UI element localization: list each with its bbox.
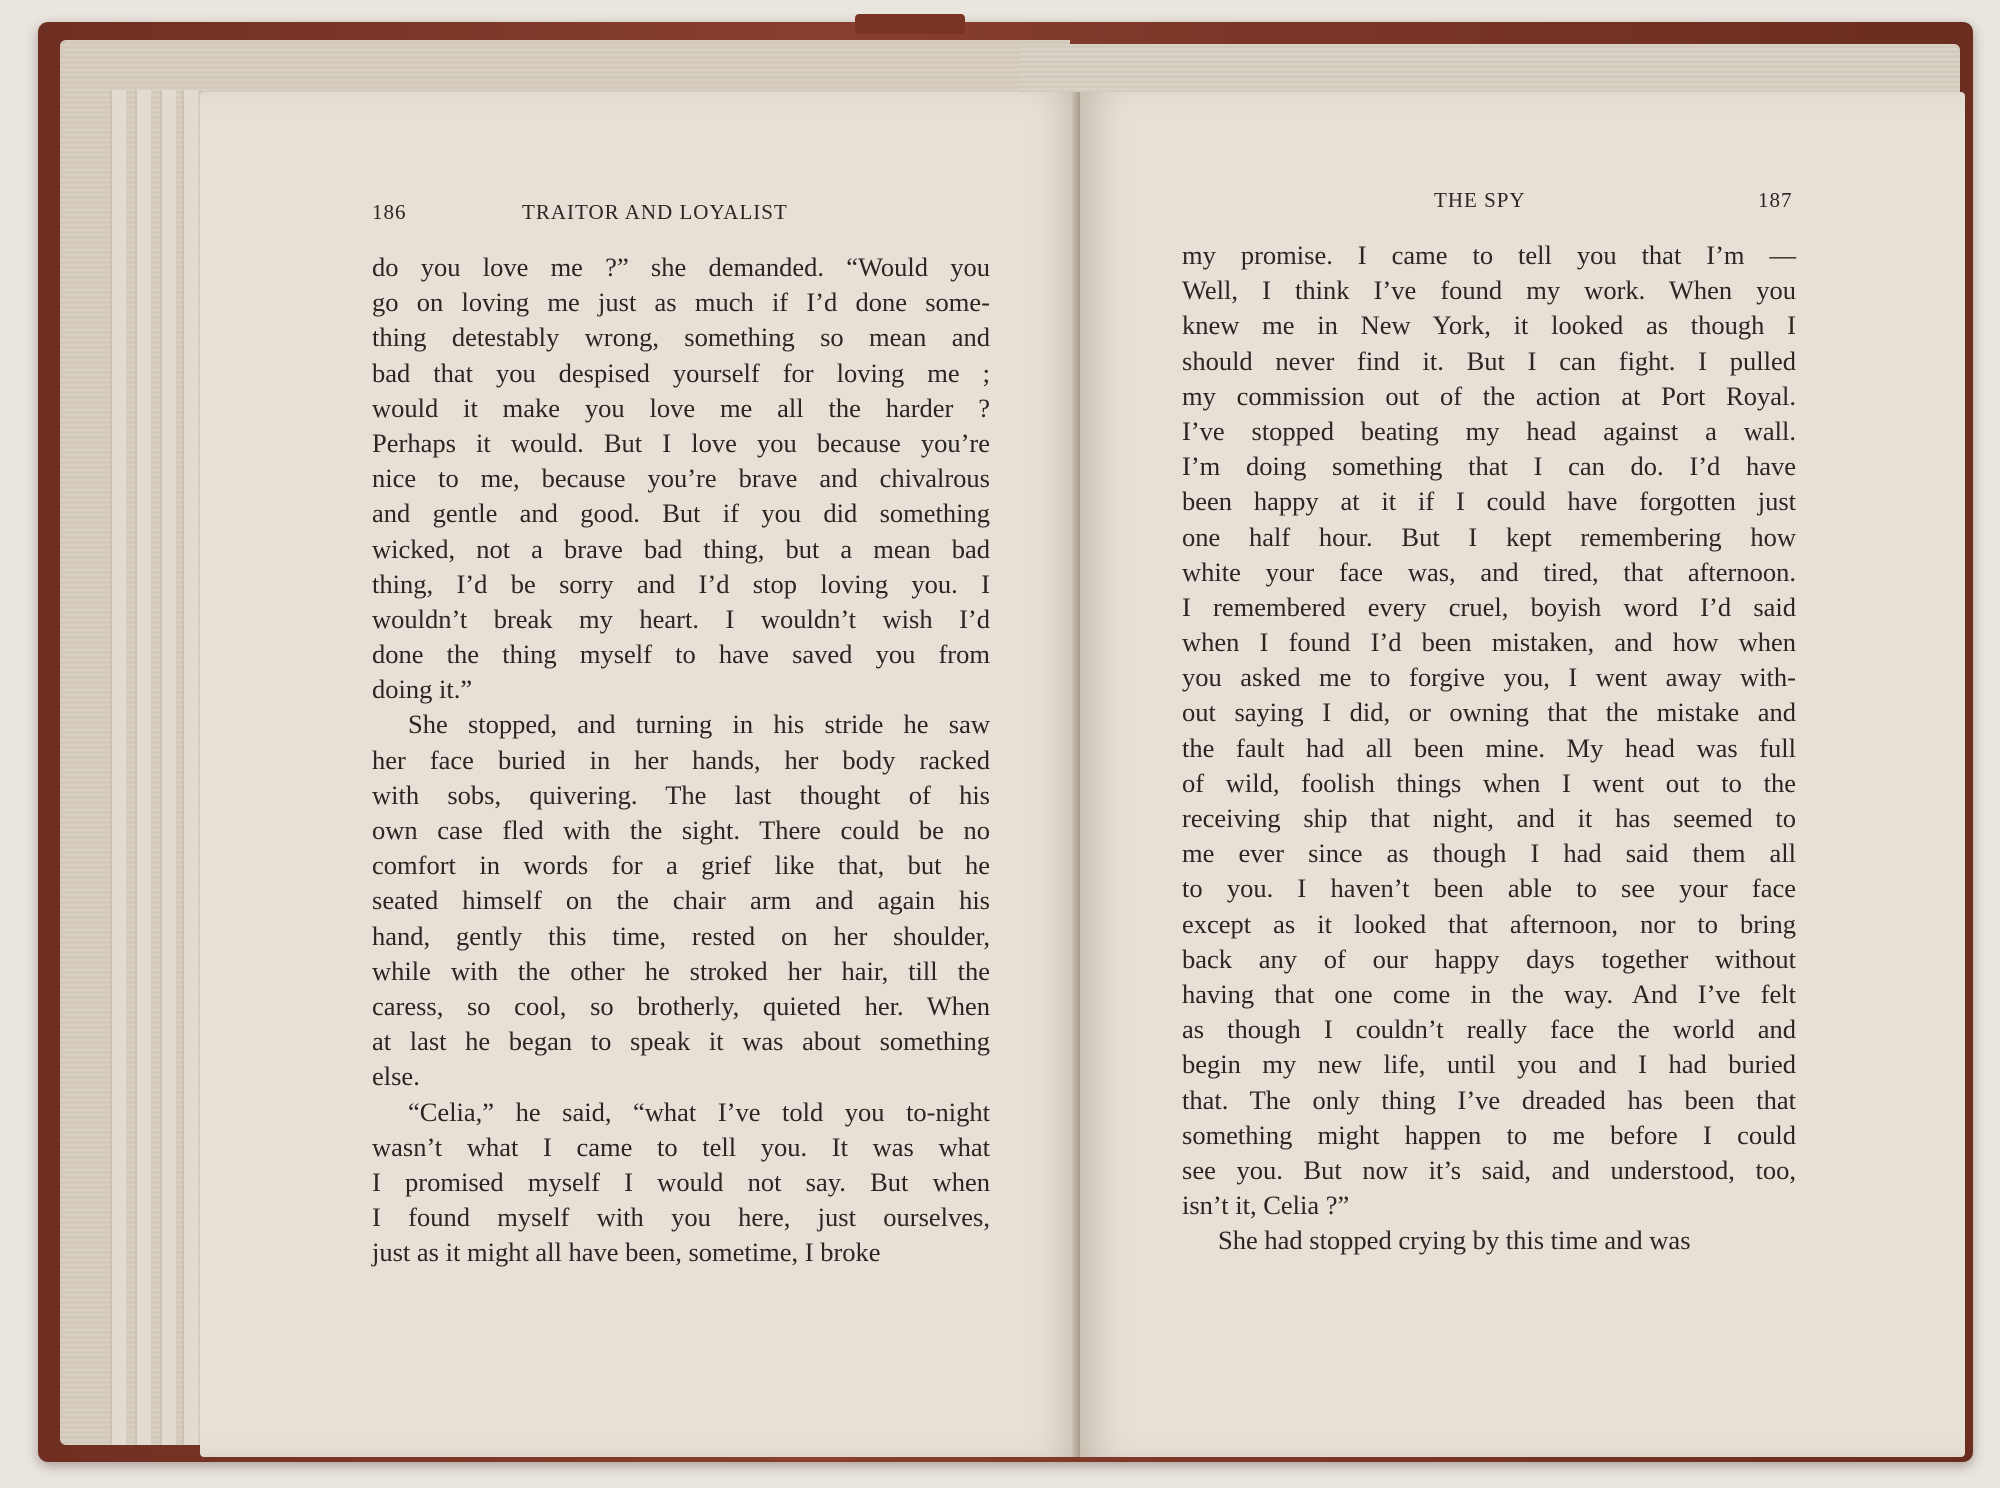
text-line: She had stopped crying by this time and was xyxy=(1218,1225,1691,1256)
text-line: been happy at it if I could have forgotten just xyxy=(1182,486,1796,517)
page-edge xyxy=(110,90,126,1445)
text-line: back any of our happy days together without xyxy=(1182,943,1796,974)
text-line: wouldn’t break my heart. I wouldn’t wish I’d xyxy=(372,603,990,634)
right-page xyxy=(1080,92,1965,1457)
text-line: She stopped, and turning in his stride he saw xyxy=(408,709,990,740)
right-running-head: THE SPY xyxy=(1434,188,1526,212)
text-line: I remembered every cruel, boyish word I’d said xyxy=(1182,591,1796,622)
text-line: while with the other he stroked her hair, till the xyxy=(372,955,990,986)
text-line: I’ve stopped beating my head against a wall. xyxy=(1182,415,1796,446)
page-edge xyxy=(135,90,151,1445)
page-edge xyxy=(160,90,176,1445)
text-line: else. xyxy=(372,1061,420,1092)
text-line: as though I couldn’t really face the world and xyxy=(1182,1014,1796,1045)
text-line: just as it might all have been, sometime, I broke xyxy=(372,1237,881,1268)
right-page-number: 187 xyxy=(1758,188,1793,212)
text-line: go on loving me just as much if I’d done some- xyxy=(372,287,990,318)
right-page-body xyxy=(1182,238,1796,1258)
text-line: to you. I haven’t been able to see your face xyxy=(1182,873,1796,904)
text-line: hand, gently this time, rested on her shoulder, xyxy=(372,920,990,951)
text-line: receiving ship that night, and it has seemed to xyxy=(1182,803,1796,833)
text-line: I promised myself I would not say. But when xyxy=(372,1166,990,1197)
text-line: having that one come in the way. And I’ve felt xyxy=(1182,978,1796,1009)
text-line: see you. But now it’s said, and understood, too, xyxy=(1182,1154,1796,1185)
text-line: at last he began to speak it was about something xyxy=(372,1026,990,1057)
text-line: my commission out of the action at Port Royal. xyxy=(1182,380,1796,411)
text-line: comfort in words for a grief like that, but he xyxy=(372,850,990,881)
left-page-body xyxy=(372,250,990,1270)
text-line: do you love me ?” she demanded. “Would you xyxy=(372,252,990,282)
text-line: of wild, foolish things when I went out to the xyxy=(1182,767,1796,798)
book-spine xyxy=(855,14,965,34)
text-line: and gentle and good. But if you did something xyxy=(372,498,990,529)
text-line: wicked, not a brave bad thing, but a mean bad xyxy=(372,533,990,564)
text-line: me ever since as though I had said them all xyxy=(1182,838,1796,869)
text-line: wasn’t what I came to tell you. It was what xyxy=(372,1131,990,1162)
text-line: my promise. I came to tell you that I’m — xyxy=(1182,240,1796,270)
text-line: own case fled with the sight. There could be no xyxy=(372,815,990,845)
text-line: except as it looked that afternoon, nor to bring xyxy=(1182,908,1796,939)
text-line: her face buried in her hands, her body racked xyxy=(372,744,990,775)
text-line: should never find it. But I can fight. I pulled xyxy=(1182,345,1796,376)
text-line: one half hour. But I kept remembering how xyxy=(1182,521,1796,552)
text-line: knew me in New York, it looked as though I xyxy=(1182,310,1796,341)
text-line: “Celia,” he said, “what I’ve told you to-night xyxy=(408,1096,990,1127)
text-line: out saying I did, or owning that the mistake and xyxy=(1182,697,1796,728)
text-line: would it make you love me all the harder ? xyxy=(372,392,990,423)
text-line: I’m doing something that I can do. I’d have xyxy=(1182,451,1796,482)
left-running-head: TRAITOR AND LOYALIST xyxy=(522,200,788,224)
text-line: caress, so cool, so brotherly, quieted her. When xyxy=(372,990,990,1021)
text-line: when I found I’d been mistaken, and how when xyxy=(1182,627,1796,658)
text-line: nice to me, because you’re brave and chivalrous xyxy=(372,463,990,494)
text-line: begin my new life, until you and I had buried xyxy=(1182,1049,1796,1080)
text-line: done the thing myself to have saved you from xyxy=(372,639,990,670)
text-line: with sobs, quivering. The last thought of his xyxy=(372,779,990,810)
text-line: white your face was, and tired, that afternoon. xyxy=(1182,556,1796,587)
text-line: I found myself with you here, just ourselves, xyxy=(372,1202,990,1233)
text-line: seated himself on the chair arm and again his xyxy=(372,885,990,916)
left-page xyxy=(200,92,1080,1457)
page-edge xyxy=(182,90,198,1445)
text-line: thing, I’d be sorry and I’d stop loving you. I xyxy=(372,568,990,599)
text-line: Perhaps it would. But I love you because you’re xyxy=(372,427,990,458)
text-line: that. The only thing I’ve dreaded has been that xyxy=(1182,1084,1796,1115)
text-line: isn’t it, Celia ?” xyxy=(1182,1190,1350,1221)
text-line: doing it.” xyxy=(372,674,473,705)
left-page-number: 186 xyxy=(372,200,407,224)
text-line: the fault had all been mine. My head was full xyxy=(1182,732,1796,763)
text-line: something might happen to me before I could xyxy=(1182,1119,1796,1150)
text-line: thing detestably wrong, something so mean and xyxy=(372,322,990,353)
text-line: Well, I think I’ve found my work. When you xyxy=(1182,275,1796,306)
text-line: bad that you despised yourself for loving me ; xyxy=(372,357,990,388)
text-line: you asked me to forgive you, I went away with- xyxy=(1182,662,1796,693)
